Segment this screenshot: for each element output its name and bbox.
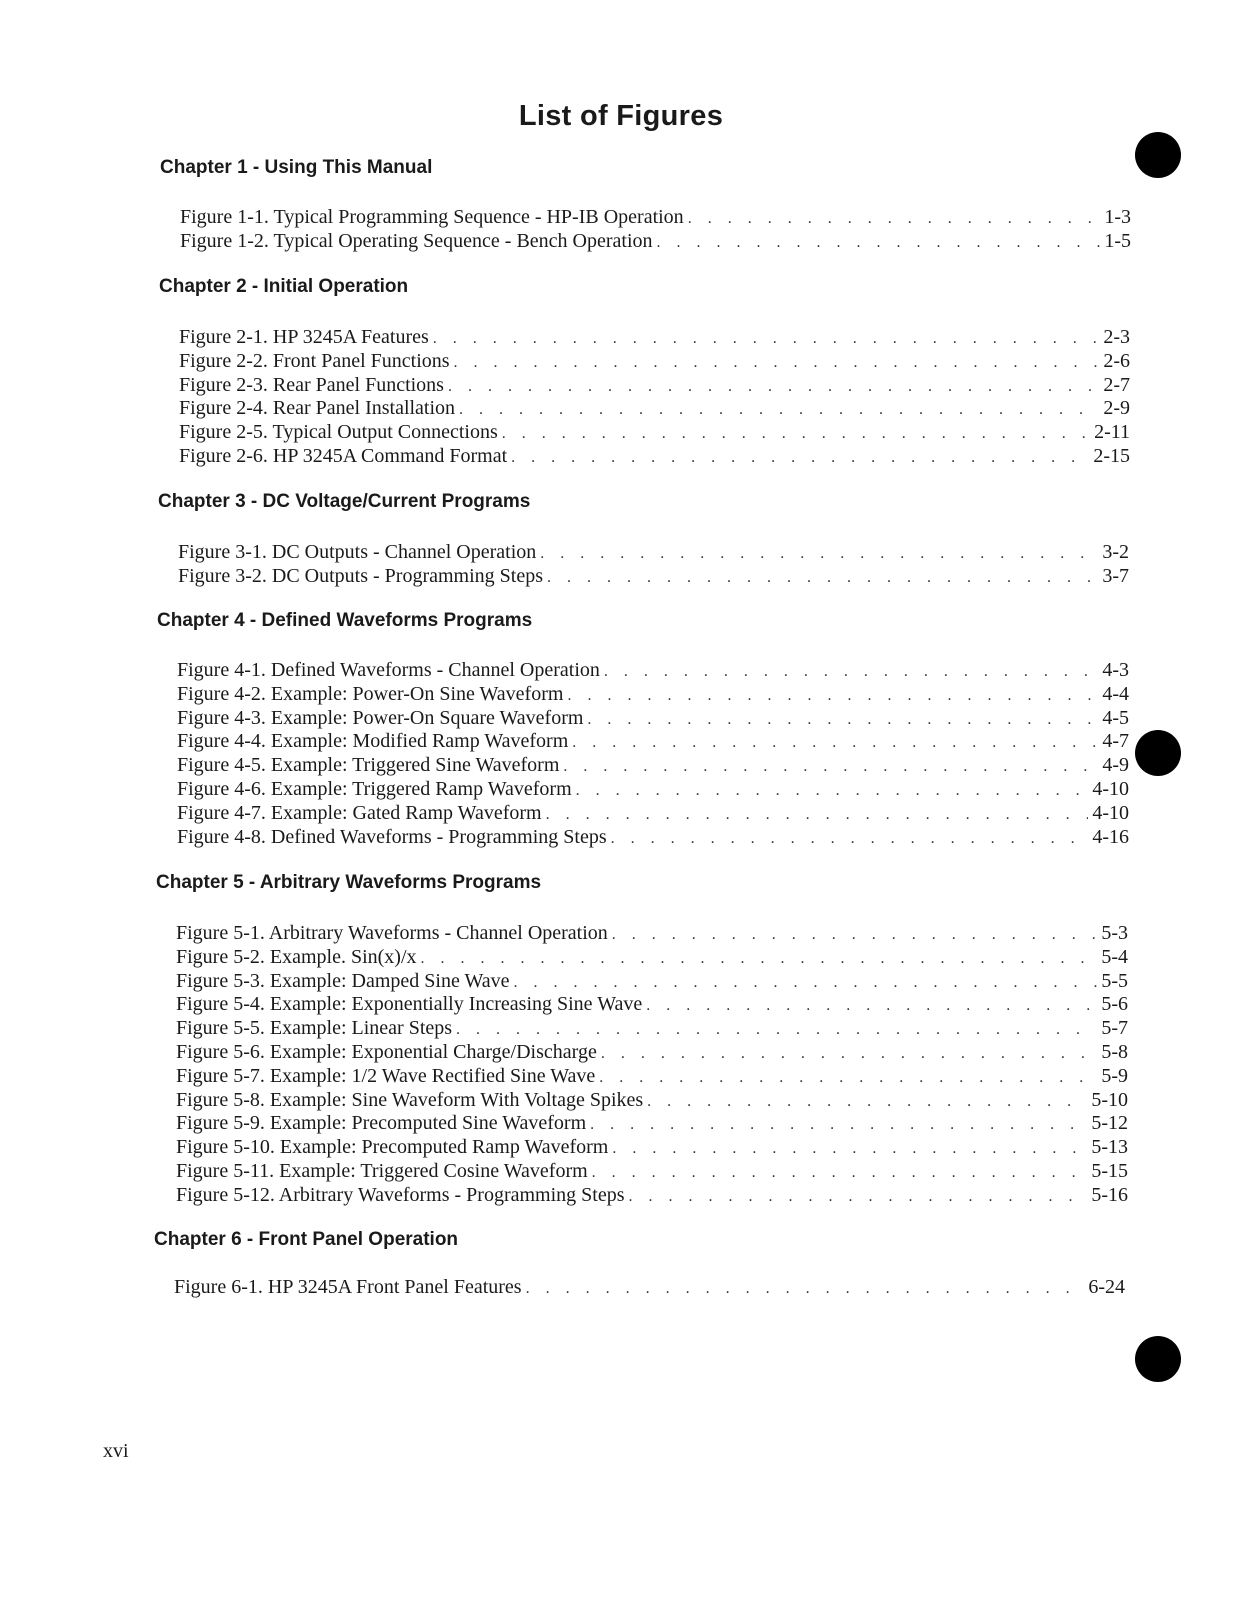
figure-title: Figure 4-2. Example: Power-On Sine Waveform bbox=[177, 682, 564, 705]
dot-leader bbox=[604, 660, 1098, 684]
figure-title: Figure 4-6. Example: Triggered Ramp Waveform bbox=[177, 778, 572, 800]
figure-title: Figure 6-1. HP 3245A Front Panel Features bbox=[174, 1276, 522, 1298]
figure-title: Figure 4-3. Example: Power-On Square Waveform bbox=[177, 706, 584, 729]
figure-page-number: 5-15 bbox=[1091, 1160, 1128, 1182]
figure-title: Figure 2-4. Rear Panel Installation bbox=[179, 397, 456, 420]
figure-page-number: 4-3 bbox=[1102, 659, 1129, 681]
dot-leader bbox=[448, 375, 1099, 399]
figure-title: Figure 5-11. Example: Triggered Cosine Waveform bbox=[176, 1160, 588, 1182]
figure-entry bbox=[179, 349, 1130, 375]
figure-title: Figure 3-2. DC Outputs - Programming Steps bbox=[178, 564, 543, 587]
dot-leader bbox=[421, 947, 1098, 971]
figure-page-number: 4-10 bbox=[1092, 778, 1129, 800]
figure-title: Figure 5-2. Example. Sin(x)/x bbox=[176, 945, 417, 968]
dot-leader bbox=[456, 1018, 1097, 1042]
dot-leader bbox=[526, 1277, 1085, 1301]
figure-page-number: 5-3 bbox=[1101, 922, 1128, 944]
figure-entry bbox=[177, 801, 1129, 827]
figure-title: Figure 4-8. Defined Waveforms - Programming Steps bbox=[177, 825, 607, 848]
figure-page-number: 4-9 bbox=[1102, 754, 1129, 777]
figure-entry bbox=[177, 729, 1129, 755]
dot-leader bbox=[612, 1137, 1087, 1161]
figure-title: Figure 2-2. Front Panel Functions bbox=[179, 349, 450, 372]
figure-page-number: 5-13 bbox=[1091, 1136, 1128, 1159]
dot-leader bbox=[612, 923, 1098, 947]
figure-title: Figure 2-1. HP 3245A Features bbox=[179, 326, 429, 348]
dot-leader bbox=[567, 684, 1098, 708]
dot-leader bbox=[657, 231, 1101, 255]
figure-title: Figure 5-7. Example: 1/2 Wave Rectified Sine Wave bbox=[176, 1064, 596, 1087]
figure-title: Figure 1-1. Typical Programming Sequence - HP-IB Operation bbox=[180, 206, 684, 228]
page-title: List of Figures bbox=[518, 100, 724, 132]
figure-entry bbox=[178, 564, 1129, 590]
figure-entry bbox=[176, 1159, 1128, 1185]
figure-entry bbox=[177, 658, 1129, 684]
figure-page-number: 4-10 bbox=[1092, 801, 1129, 824]
binder-hole-bottom bbox=[1135, 1336, 1181, 1382]
figure-page-number: 5-9 bbox=[1101, 1064, 1128, 1087]
figure-page-number: 5-7 bbox=[1101, 1017, 1128, 1040]
figure-entry bbox=[179, 444, 1130, 470]
figure-entry bbox=[177, 777, 1129, 803]
figure-title: Figure 2-6. HP 3245A Command Format bbox=[179, 445, 508, 467]
figure-entry bbox=[174, 1275, 1125, 1301]
figure-entry bbox=[176, 1183, 1128, 1209]
figure-page-number: 2-15 bbox=[1093, 445, 1130, 467]
chapter-heading: Chapter 5 - Arbitrary Waveforms Programs bbox=[156, 872, 542, 893]
figure-title: Figure 5-5. Example: Linear Steps bbox=[176, 1017, 453, 1040]
figure-page-number: 6-24 bbox=[1088, 1276, 1125, 1298]
figure-title: Figure 4-5. Example: Triggered Sine Waveform bbox=[177, 754, 560, 777]
figure-title: Figure 3-1. DC Outputs - Channel Operation bbox=[178, 541, 537, 563]
dot-leader bbox=[563, 755, 1098, 779]
dot-leader bbox=[540, 542, 1098, 566]
figure-entry bbox=[176, 1064, 1128, 1090]
figure-entry bbox=[177, 753, 1129, 779]
dot-leader bbox=[433, 327, 1100, 351]
dot-leader bbox=[629, 1185, 1088, 1209]
figure-entry bbox=[179, 396, 1130, 422]
figure-page-number: 4-7 bbox=[1102, 730, 1129, 753]
dot-leader bbox=[547, 566, 1098, 590]
figure-page-number: 2-7 bbox=[1103, 373, 1130, 396]
figure-title: Figure 5-6. Example: Exponential Charge/Discharge bbox=[176, 1041, 597, 1063]
figure-page-number: 5-5 bbox=[1101, 969, 1128, 992]
figure-title: Figure 2-3. Rear Panel Functions bbox=[179, 373, 444, 396]
figure-entry bbox=[177, 682, 1129, 708]
dot-leader bbox=[514, 971, 1098, 995]
dot-leader bbox=[576, 779, 1089, 803]
figure-page-number: 4-16 bbox=[1092, 825, 1129, 848]
figure-entry bbox=[177, 825, 1129, 851]
dot-leader bbox=[611, 827, 1089, 851]
figure-page-number: 5-8 bbox=[1101, 1041, 1128, 1063]
figure-page-number: 2-9 bbox=[1103, 397, 1130, 420]
figure-page-number: 2-11 bbox=[1094, 421, 1130, 444]
dot-leader bbox=[592, 1161, 1088, 1185]
figure-page-number: 5-12 bbox=[1091, 1112, 1128, 1135]
dot-leader bbox=[647, 1090, 1087, 1114]
figure-title: Figure 1-2. Typical Operating Sequence - Bench Operation bbox=[180, 229, 653, 252]
dot-leader bbox=[511, 446, 1089, 470]
figure-title: Figure 5-9. Example: Precomputed Sine Waveform bbox=[176, 1112, 587, 1135]
figure-title: Figure 5-3. Example: Damped Sine Wave bbox=[176, 969, 510, 992]
figure-entry bbox=[176, 1135, 1128, 1161]
figure-title: Figure 5-1. Arbitrary Waveforms - Channel Operation bbox=[176, 922, 608, 944]
figure-page-number: 5-4 bbox=[1101, 945, 1128, 968]
figure-entry bbox=[176, 992, 1128, 1018]
dot-leader bbox=[572, 731, 1098, 755]
figure-entry bbox=[180, 205, 1131, 231]
figure-page-number: 5-16 bbox=[1091, 1183, 1128, 1206]
figure-title: Figure 5-10. Example: Precomputed Ramp Waveform bbox=[176, 1136, 609, 1159]
figure-page-number: 2-6 bbox=[1103, 349, 1130, 372]
figure-entry bbox=[176, 969, 1128, 995]
dot-leader bbox=[502, 422, 1090, 446]
figure-entry bbox=[180, 229, 1131, 255]
figure-page-number: 3-2 bbox=[1102, 541, 1129, 563]
figure-title: Figure 4-7. Example: Gated Ramp Waveform bbox=[177, 801, 542, 824]
figure-entry bbox=[178, 540, 1129, 566]
dot-leader bbox=[454, 351, 1100, 375]
figure-page-number: 1-3 bbox=[1104, 206, 1131, 228]
chapter-heading: Chapter 1 - Using This Manual bbox=[160, 157, 433, 178]
figure-entry bbox=[177, 706, 1129, 732]
figure-page-number: 2-3 bbox=[1103, 326, 1130, 348]
figure-entry bbox=[176, 1111, 1128, 1137]
figure-page-number: 3-7 bbox=[1102, 564, 1129, 587]
figure-title: Figure 4-1. Defined Waveforms - Channel Operation bbox=[177, 659, 600, 681]
figure-page-number: 5-10 bbox=[1091, 1088, 1128, 1111]
dot-leader bbox=[590, 1113, 1087, 1137]
chapter-heading: Chapter 3 - DC Voltage/Current Programs bbox=[158, 491, 531, 512]
figure-page-number: 4-5 bbox=[1102, 706, 1129, 729]
chapter-heading: Chapter 2 - Initial Operation bbox=[159, 276, 409, 297]
dot-leader bbox=[601, 1042, 1098, 1066]
figure-entry bbox=[179, 420, 1130, 446]
binder-hole-top bbox=[1135, 132, 1181, 178]
dot-leader bbox=[459, 398, 1099, 422]
figure-page-number: 1-5 bbox=[1104, 229, 1131, 252]
binder-hole-middle bbox=[1135, 730, 1181, 776]
figure-entry bbox=[176, 1040, 1128, 1066]
figure-page-number: 5-6 bbox=[1101, 993, 1128, 1016]
figure-title: Figure 5-4. Example: Exponentially Increasing Sine Wave bbox=[176, 993, 643, 1016]
figure-entry bbox=[179, 373, 1130, 399]
chapter-heading: Chapter 6 - Front Panel Operation bbox=[154, 1229, 459, 1250]
dot-leader bbox=[599, 1066, 1097, 1090]
figure-title: Figure 4-4. Example: Modified Ramp Waveform bbox=[177, 730, 569, 753]
figure-entry bbox=[176, 1088, 1128, 1114]
figure-entry bbox=[176, 1016, 1128, 1042]
page-number: xvi bbox=[103, 1440, 129, 1462]
figure-entry bbox=[176, 921, 1128, 947]
dot-leader bbox=[688, 207, 1101, 231]
figure-title: Figure 5-12. Arbitrary Waveforms - Programming Steps bbox=[176, 1183, 625, 1206]
figure-title: Figure 2-5. Typical Output Connections bbox=[179, 421, 498, 444]
figure-title: Figure 5-8. Example: Sine Waveform With Voltage Spikes bbox=[176, 1088, 644, 1111]
dot-leader bbox=[587, 708, 1098, 732]
chapter-heading: Chapter 4 - Defined Waveforms Programs bbox=[157, 610, 533, 631]
dot-leader bbox=[646, 994, 1097, 1018]
dot-leader bbox=[546, 803, 1089, 827]
figure-page-number: 4-4 bbox=[1102, 682, 1129, 705]
figure-entry bbox=[176, 945, 1128, 971]
figure-entry bbox=[179, 325, 1130, 351]
